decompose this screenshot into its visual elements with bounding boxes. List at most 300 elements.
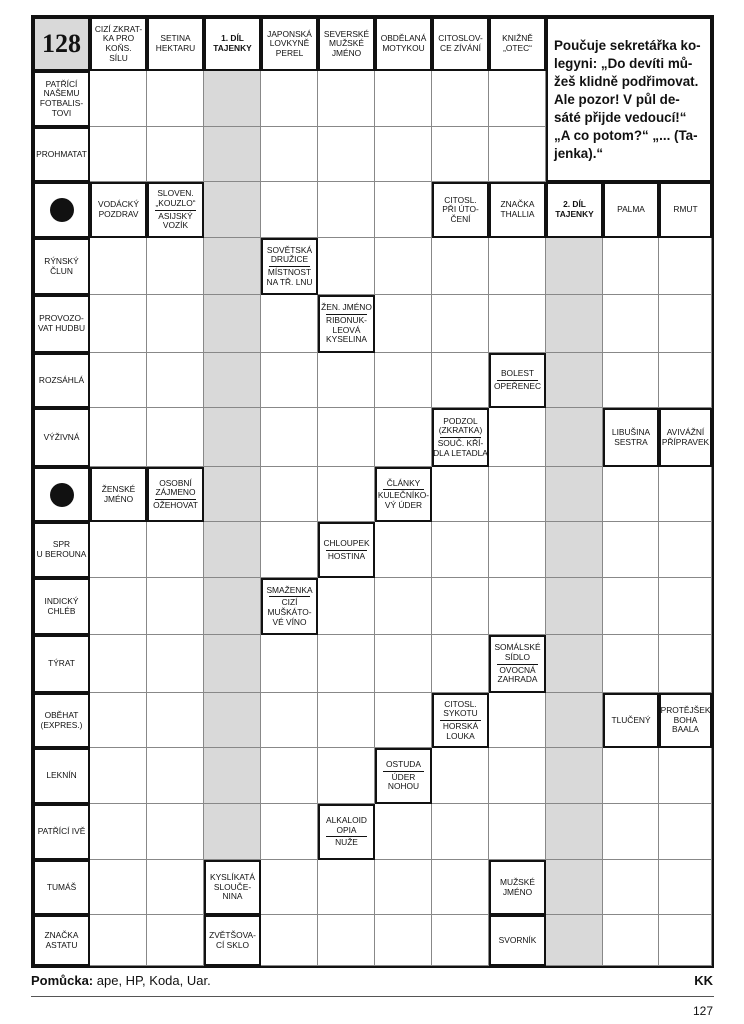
grid-cell	[90, 71, 147, 127]
clue-text: SYKOTU	[443, 708, 478, 719]
grid-cell	[659, 238, 712, 295]
clue-text: SEVERSKÉ	[323, 28, 370, 39]
grid-cell	[546, 238, 603, 295]
clue-text: PŘÍPRAVEK	[661, 436, 710, 447]
clue-box	[90, 467, 147, 522]
clue-box	[33, 860, 90, 915]
grid-cell	[375, 127, 432, 182]
grid-cell	[546, 353, 603, 408]
grid-cell	[261, 127, 318, 182]
clue-text: ZNAČKA	[500, 199, 535, 210]
clue-part	[377, 760, 430, 770]
grid-cell	[90, 693, 147, 748]
clue-text: VAT HUDBU	[38, 323, 85, 333]
grid-cell	[489, 467, 546, 522]
grid-cell	[603, 578, 659, 635]
clue-part	[149, 501, 202, 511]
clue-text: CIZÍ	[281, 597, 298, 608]
clue-text: TLUČENÝ	[611, 714, 651, 725]
grid-cell	[375, 182, 432, 238]
grid-cell	[147, 635, 204, 693]
clue-box	[318, 295, 375, 353]
grid-cell	[204, 578, 261, 635]
clue-text: OSTUDA	[386, 759, 421, 770]
footer-divider	[31, 996, 714, 997]
clue-box	[33, 915, 90, 966]
clue-box	[489, 182, 546, 238]
grid-cell	[147, 71, 204, 127]
grid-cell	[261, 860, 318, 915]
clue-text: SETINA	[160, 33, 191, 44]
clue-text: OPIA	[336, 824, 357, 835]
clue-part	[434, 722, 487, 741]
clue-text: PROTĚJŠEK	[660, 705, 711, 716]
grid-cell	[546, 748, 603, 804]
clue-text: CITOSL.	[444, 194, 477, 205]
clue-part	[661, 205, 710, 215]
clue-box	[489, 860, 546, 915]
grid-cell	[147, 295, 204, 353]
clue-text: CIZÍ ZKRAT-	[94, 23, 143, 34]
clue-text: JAPONSKÁ	[267, 28, 312, 39]
grid-cell	[432, 467, 489, 522]
grid-cell	[489, 522, 546, 578]
clue-text: PŘI ÚTO-	[442, 204, 479, 215]
clue-part	[92, 200, 145, 219]
clue-text: SÍLU	[109, 52, 128, 63]
clue-text: ŽENSKÉ	[101, 483, 136, 494]
grid-cell	[432, 860, 489, 915]
grid-cell	[659, 748, 712, 804]
clue-text: BAALA	[671, 724, 699, 735]
clue-text: „OTEC“	[503, 43, 532, 53]
clue-text: BOHA	[673, 714, 698, 725]
grid-cell	[90, 860, 147, 915]
clue-text: SVORNÍK	[498, 934, 537, 945]
clue-text: CHLOUPEK	[323, 537, 370, 548]
clue-text: NINA	[222, 891, 243, 902]
grid-cell	[489, 693, 546, 748]
clue-box	[33, 804, 90, 860]
clue-text: OVOCNÁ	[499, 664, 536, 675]
clue-text: JMÉNO	[103, 493, 134, 504]
grid-cell	[659, 467, 712, 522]
clue-box	[33, 127, 90, 182]
clue-box	[318, 522, 375, 578]
clue-text: VÝ ÚDER	[384, 499, 423, 510]
clue-text: HORSKÁ	[442, 721, 479, 731]
clue-text: CÍ SKLO	[215, 939, 250, 950]
clue-text: VOZÍK	[162, 220, 189, 231]
grid-cell	[375, 353, 432, 408]
grid-cell	[318, 127, 375, 182]
grid-cell	[318, 635, 375, 693]
clue-text: KA PRO	[102, 33, 135, 44]
grid-cell	[147, 915, 204, 966]
grid-cell	[375, 238, 432, 295]
grid-cell	[603, 295, 659, 353]
grid-cell	[375, 71, 432, 127]
clue-part	[491, 666, 544, 685]
clue-text: ALKALOID	[326, 815, 367, 826]
clue-part	[491, 200, 544, 219]
clue-box	[33, 71, 90, 127]
grid-cell	[489, 71, 546, 127]
clue-text: MÍSTNOST	[267, 267, 312, 277]
clue-text: ZNAČKA	[44, 929, 79, 940]
clue-text: CHLÉB	[47, 605, 76, 616]
clue-text: TÝRAT	[48, 658, 75, 669]
clue-box	[204, 17, 261, 71]
clue-text: THALLIA	[500, 209, 535, 219]
grid-cell	[546, 578, 603, 635]
grid-cell	[489, 127, 546, 182]
clue-text: (ZKRATKA)	[438, 425, 483, 436]
clue-text: ZÁJMENO	[155, 487, 196, 498]
clue-text: ČLUN	[50, 265, 73, 276]
grid-cell	[603, 353, 659, 408]
clue-text: TAJENKY	[213, 43, 252, 53]
clue-part	[377, 479, 430, 489]
grid-cell	[204, 804, 261, 860]
grid-cell	[432, 353, 489, 408]
grid-cell	[90, 353, 147, 408]
clue-text: TOVI	[51, 107, 72, 118]
grid-cell	[318, 693, 375, 748]
clue-box	[33, 238, 90, 295]
grid-cell	[261, 635, 318, 693]
grid-cell	[261, 748, 318, 804]
clue-part	[491, 34, 544, 53]
clue-text: NUŽE	[335, 837, 358, 848]
clue-text: VÉ VÍNO	[272, 616, 307, 627]
clue-part	[491, 382, 544, 392]
grid-cell	[659, 522, 712, 578]
clue-text: SPR	[52, 539, 71, 550]
clue-text: ZVĚTŠOVA-	[209, 929, 256, 940]
grid-cell	[204, 238, 261, 295]
clue-text: LEOVÁ	[332, 324, 361, 335]
clue-box	[33, 522, 90, 578]
grid-cell	[261, 295, 318, 353]
clue-box	[432, 182, 489, 238]
grid-cell	[204, 693, 261, 748]
clue-part	[491, 369, 544, 379]
clue-box	[147, 17, 204, 71]
clue-box	[33, 295, 90, 353]
grid-cell	[318, 578, 375, 635]
clue-part	[434, 439, 487, 458]
clue-part	[206, 34, 259, 53]
grid-cell	[261, 693, 318, 748]
clue-box	[659, 182, 712, 238]
clue-text: CITOSLOV-	[438, 33, 483, 44]
clue-text: OŽEHOVAT	[153, 499, 198, 510]
clue-text: PALMA	[617, 204, 645, 215]
clue-box	[375, 17, 432, 71]
clue-box	[33, 693, 90, 748]
clue-part	[35, 150, 88, 160]
grid-cell	[546, 693, 603, 748]
hint-line	[31, 973, 211, 988]
grid-cell	[261, 804, 318, 860]
clue-part	[92, 485, 145, 504]
grid-cell	[147, 408, 204, 467]
puzzle-prompt	[546, 17, 712, 182]
clue-text: LIBUŠINA	[611, 426, 651, 437]
grid-cell	[204, 295, 261, 353]
clue-part	[263, 30, 316, 59]
black-dot-icon	[50, 198, 74, 222]
prompt-line: „A co potom?“ „... (Ta-	[554, 128, 698, 143]
clue-part	[149, 189, 202, 208]
clue-text: RÝNSKÝ	[44, 255, 79, 266]
grid-cell	[204, 467, 261, 522]
grid-cell	[90, 238, 147, 295]
clue-text: CITOSL.	[444, 698, 477, 709]
clue-text: LOVKYNĚ	[269, 38, 310, 49]
clue-text: LOUKA	[446, 730, 475, 741]
grid-cell	[659, 353, 712, 408]
grid-cell	[318, 408, 375, 467]
grid-cell	[90, 804, 147, 860]
grid-cell	[90, 408, 147, 467]
grid-cell	[147, 693, 204, 748]
clue-part	[320, 816, 373, 835]
grid-cell	[603, 915, 659, 966]
grid-cell	[546, 804, 603, 860]
clue-text: 1. DÍL	[221, 33, 244, 44]
clue-part	[377, 491, 430, 510]
clue-box	[261, 578, 318, 635]
grid-cell	[546, 635, 603, 693]
clue-part	[35, 540, 88, 559]
grid-cell	[261, 408, 318, 467]
clue-part	[263, 246, 316, 265]
clue-text: DLA LETADLA	[433, 447, 488, 458]
grid-cell	[90, 635, 147, 693]
grid-cell	[375, 860, 432, 915]
clue-box	[375, 748, 432, 804]
clue-box	[318, 17, 375, 71]
clue-text: OBĚHAT	[44, 709, 79, 720]
clue-text: ASIJSKÝ	[158, 210, 193, 221]
grid-cell	[659, 635, 712, 693]
grid-cell	[261, 182, 318, 238]
grid-cell	[261, 353, 318, 408]
black-dot-box	[33, 467, 90, 522]
grid-cell	[546, 408, 603, 467]
clue-text: DRUŽICE	[270, 254, 309, 265]
clue-box	[659, 693, 712, 748]
clue-part	[149, 479, 202, 498]
grid-cell	[432, 915, 489, 966]
clue-part	[35, 376, 88, 386]
grid-cell	[204, 127, 261, 182]
clue-text: PATŘÍCÍ IVĚ	[37, 826, 86, 837]
clue-text: JMÉNO	[502, 886, 533, 897]
clue-part	[320, 303, 373, 313]
clue-part	[35, 597, 88, 616]
clue-part	[320, 552, 373, 562]
prompt-line: Poučuje sekretářka ko-	[554, 38, 701, 53]
clue-part	[263, 268, 316, 287]
grid-cell	[603, 635, 659, 693]
grid-cell	[659, 295, 712, 353]
grid-cell	[90, 522, 147, 578]
clue-part	[35, 883, 88, 893]
clue-text: MOTYKOU	[382, 43, 425, 53]
grid-cell	[318, 71, 375, 127]
clue-text: RIBONUK-	[326, 314, 367, 325]
clue-box	[33, 635, 90, 693]
grid-cell	[546, 860, 603, 915]
puzzle-number: 128	[33, 17, 90, 71]
grid-cell	[489, 408, 546, 467]
grid-cell	[432, 238, 489, 295]
grid-cell	[204, 182, 261, 238]
clue-text: VÝŽIVNÁ	[43, 431, 80, 442]
grid-cell	[318, 182, 375, 238]
clue-box	[147, 467, 204, 522]
grid-cell	[90, 748, 147, 804]
clue-box	[603, 693, 659, 748]
grid-cell	[147, 860, 204, 915]
clue-text: KYSLÍKATÁ	[210, 872, 255, 883]
grid-cell	[147, 748, 204, 804]
grid-cell	[432, 127, 489, 182]
grid-cell	[261, 467, 318, 522]
grid-cell	[375, 578, 432, 635]
clue-part	[35, 80, 88, 119]
hint-label: Pomůcka:	[31, 973, 94, 988]
clue-text: OBDĚLANÁ	[380, 33, 427, 44]
clue-box	[204, 860, 261, 915]
clue-text: ZAHRADA	[497, 674, 538, 685]
grid-cell	[375, 915, 432, 966]
grid-cell	[147, 353, 204, 408]
clue-box	[33, 408, 90, 467]
clue-part	[320, 539, 373, 549]
clue-text: ROZSÁHLÁ	[38, 374, 85, 385]
clue-part	[320, 838, 373, 848]
clue-text: 2. DÍL	[563, 199, 586, 210]
clue-text: SLOVEN.	[157, 188, 194, 199]
clue-box	[489, 353, 546, 408]
grid-cell	[204, 748, 261, 804]
grid-cell	[432, 71, 489, 127]
clue-part	[320, 316, 373, 345]
clue-text: TAJENKY	[555, 209, 594, 219]
grid-cell	[375, 408, 432, 467]
grid-cell	[432, 578, 489, 635]
page-number: 127	[692, 1004, 713, 1018]
clue-text: OPEŘENEC	[493, 381, 541, 391]
clue-text: MUŠKÁTO-	[267, 607, 312, 617]
grid-cell	[90, 295, 147, 353]
clue-text: AVIVÁŽNÍ	[666, 426, 705, 437]
clue-part	[434, 417, 487, 436]
clue-part	[434, 34, 487, 53]
clue-text: „KOUZLO“	[155, 197, 196, 208]
clue-text: MUŽSKÉ	[500, 876, 535, 887]
grid-cell	[489, 578, 546, 635]
grid-cell	[375, 693, 432, 748]
clue-box	[489, 915, 546, 966]
clue-part	[35, 257, 88, 276]
clue-part	[491, 878, 544, 897]
grid-cell	[318, 860, 375, 915]
clue-text: INDICKÝ	[44, 595, 79, 606]
grid-cell	[489, 804, 546, 860]
clue-part	[263, 586, 316, 596]
grid-cell	[375, 522, 432, 578]
grid-cell	[90, 127, 147, 182]
prompt-line: jenka).“	[554, 146, 604, 161]
grid-cell	[204, 408, 261, 467]
clue-box	[375, 467, 432, 522]
clue-text: (EXPRES.)	[40, 719, 83, 730]
clue-box	[546, 182, 603, 238]
grid-cell	[90, 915, 147, 966]
grid-cell	[432, 635, 489, 693]
grid-cell	[375, 804, 432, 860]
black-dot-icon	[50, 483, 74, 507]
clue-text: PROVOZO-	[39, 313, 84, 324]
clue-part	[263, 598, 316, 627]
clue-box	[33, 578, 90, 635]
grid-cell	[659, 860, 712, 915]
clue-text: U BEROUNA	[36, 549, 87, 559]
grid-cell	[659, 804, 712, 860]
clue-box	[432, 693, 489, 748]
clue-text: RMUT	[673, 204, 698, 215]
grid-cell	[546, 467, 603, 522]
grid-cell	[147, 522, 204, 578]
grid-cell	[489, 748, 546, 804]
clue-part	[35, 931, 88, 950]
clue-box	[432, 17, 489, 71]
grid-cell	[432, 295, 489, 353]
clue-box	[261, 17, 318, 71]
grid-cell	[204, 353, 261, 408]
clue-text: PROHMATAT	[36, 148, 87, 159]
clue-text: PODZOL	[443, 415, 478, 426]
grid-cell	[204, 71, 261, 127]
grid-cell	[375, 295, 432, 353]
clue-box	[33, 748, 90, 804]
grid-cell	[546, 522, 603, 578]
grid-cell	[318, 748, 375, 804]
clue-part	[35, 771, 88, 781]
clue-text: NAŠEMU	[43, 88, 80, 99]
clue-part	[605, 428, 657, 447]
clue-box	[489, 17, 546, 71]
clue-part	[149, 34, 202, 53]
grid-cell	[147, 127, 204, 182]
grid-cell	[603, 522, 659, 578]
grid-cell	[603, 804, 659, 860]
clue-text: KULEČNÍKO-	[377, 490, 430, 501]
clue-part	[206, 873, 259, 902]
clue-text: SÍDLO	[504, 651, 531, 662]
grid-cell	[432, 748, 489, 804]
clue-text: PATŘÍCÍ	[45, 78, 78, 89]
clue-text: VODÁCKÝ	[98, 199, 139, 210]
grid-cell	[375, 635, 432, 693]
grid-cell	[659, 578, 712, 635]
clue-part	[605, 205, 657, 215]
